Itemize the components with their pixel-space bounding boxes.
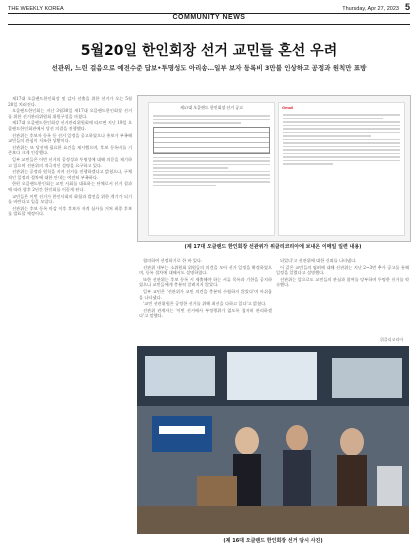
- paragraph: 선관위 내부는 소위원회 위원들의 의견을 모아 선거 일정을 확정하였으며, 등록 절차에 대해서도 설명하였다.: [139, 264, 272, 276]
- article-column-3: [276, 258, 409, 328]
- issue-date: Thursday, Apr 27, 2023: [342, 6, 399, 12]
- email-screenshot-figure: [137, 95, 411, 242]
- paragraph: 선관위는 후보자 등록 등 선거 일정을 공고하였으나 홍보가 부족해 교민들의 관심이 저조한 상황이다.: [8, 132, 132, 144]
- gmail-logo: Gmail: [282, 105, 294, 110]
- paragraph: 제17대 오클랜드한인회장 선거관리위원회에 따르면 지난 19일 오클랜드한인회관에서 당선 의결을 진행했다.: [8, 120, 132, 131]
- paragraph: 한편 오클랜드한인회는 교민 사회를 대표하는 단체로서 선거 결과에 따라 향후 2년간 한인회를 이끌게 된다.: [8, 181, 132, 192]
- email-document: [278, 102, 405, 236]
- masthead: [8, 2, 410, 12]
- paragraph: 일부 교민은 '선관위가 교민 의견을 충분히 수렴하지 않았다'며 아쉬움을 나타냈다.: [139, 288, 272, 300]
- paragraph: 이 같은 교민들의 염려에 대해 선관위는 지난 2~3번 추가 공고를 통해 일정을 알렸다고 설명했다.: [276, 264, 409, 276]
- document-title: 제17대 오클랜드 한인회장 선거 공고: [180, 105, 243, 110]
- page-number: 5: [404, 2, 410, 12]
- paragraph: 선관위는 또 당선에 필요한 요건을 제시했으며, 후보 등록비를 기존보다 크게 인상했다.: [8, 144, 132, 156]
- paragraph: 협의하여 선정하기로 한 바 있다.: [143, 258, 203, 263]
- section-rule: [8, 24, 410, 25]
- paragraph: '교민 선관위원은 공정한 선거를 위해 최선을 다하고 있다'고 밝혔다.: [143, 301, 267, 307]
- article-column-2: [139, 258, 272, 350]
- paragraph: 선관위는 후보 등록 마감 이후 후보자 자격 심사를 거쳐 최종 후보를 발표할 예정이다.: [8, 205, 132, 217]
- paragraph: 선관위 관계자는 '이번 선거에서 부정행위가 없도록 철저히 관리하겠다'고 말했다.: [139, 307, 272, 319]
- paper-name: THE WEEKLY KOREA: [8, 6, 64, 12]
- paragraph: 선관위는 앞으로도 교민들의 관심과 참여를 당부하며 투명한 선거를 약속했다.: [276, 276, 409, 288]
- paragraph: 제17대 오클랜드한인회장 및 감사 선출을 위한 선거가 오는 5월20일 치러진다.: [8, 96, 132, 107]
- paragraph: 일부 교민들은 이번 선거의 공정성과 투명성에 대해 의문을 제기하고 있으며 선관위의 적극적인 설명을 요구하고 있다.: [8, 156, 132, 168]
- headline: 5월20일 한인회장 선거 교민들 혼선 우려: [80, 43, 338, 59]
- figure-caption-bottom: (제 16대 오클랜드 한인회장 선거 당시 사진): [223, 538, 323, 544]
- paragraph: 또한 선관위는 후보 등록 시 제출해야 하는 서류 목록과 기한을 공지하였으나 교민들에게 충분히 알려지지 않았다.: [139, 276, 272, 288]
- paragraph: 오클랜드한인회는 지난 3월30일 제17대 오클랜드한인회장 선거를 위한 선거관리위원회 위원구성을 마쳤다.: [8, 108, 132, 119]
- section-title: COMMUNITY NEWS: [172, 14, 246, 21]
- paragraph: 교민들은 이번 선거가 한인사회의 화합과 발전을 위한 계기가 되기를 바란다고 입을 모았다.: [8, 193, 132, 205]
- election-notice-document: [148, 102, 275, 236]
- paragraph: 선관위는 공정과 원칙을 지켜 선거를 진행하겠다고 밝혔으나, 구체적인 일정과 절차에 대한 안내는 여전히 부족하다.: [8, 169, 132, 180]
- subheadline: 선관위, 느린 걸음으로 예전수준 답보•투명성도 아리송…일부 보자 등록비 3만불 인상하고 공정과 원칙만 표방: [51, 64, 367, 72]
- photo-credit: 위클리코리아: [380, 337, 404, 342]
- paragraph: 되었다'고 선관위에 대한 신뢰를 나타냈다.: [280, 258, 357, 263]
- figure-caption-top: (제 17대 오클랜드 한인회장 선관위가 위클리코리아에 보내온 이메일 일련 내용): [184, 244, 362, 250]
- election-photo: [137, 346, 409, 534]
- article-column-1: [8, 96, 132, 548]
